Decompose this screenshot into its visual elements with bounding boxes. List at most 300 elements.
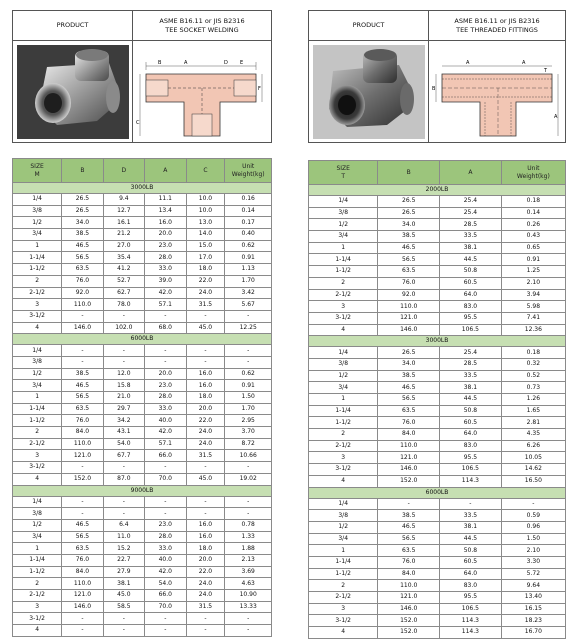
table-cell: 45.0 <box>186 322 225 334</box>
pressure-class-label: 3000LB <box>309 336 566 347</box>
table-cell: 121.0 <box>62 450 103 462</box>
table-cell: 3-1/2 <box>13 462 62 474</box>
dim-b-label: B <box>158 59 162 66</box>
table-row <box>309 219 566 231</box>
table-row <box>13 310 272 322</box>
table-row <box>13 519 272 531</box>
table-cell: 26.5 <box>378 207 440 219</box>
table-row <box>13 299 272 311</box>
product-header <box>12 10 272 143</box>
table-cell: 6.4 <box>103 519 144 531</box>
pressure-class-label: 6000LB <box>309 487 566 498</box>
table-cell: 110.0 <box>62 438 103 450</box>
table-cell: 3-1/2 <box>309 312 378 324</box>
table-cell: 1.70 <box>225 403 272 415</box>
col-b-header: B <box>62 159 103 183</box>
table-row <box>309 440 566 452</box>
table-cell: 0.18 <box>501 196 565 208</box>
table-cell: 152.0 <box>378 475 440 487</box>
table-cell: 16.0 <box>145 217 186 229</box>
table-cell: 114.3 <box>440 475 502 487</box>
product-header <box>308 10 566 143</box>
table-cell: - <box>145 508 186 520</box>
table-cell: 10.05 <box>501 452 565 464</box>
table-cell: 20.0 <box>145 368 186 380</box>
table-row <box>13 601 272 613</box>
table-cell: 1/4 <box>309 347 378 359</box>
table-cell: 1/2 <box>309 521 378 533</box>
table-cell: 14.62 <box>501 464 565 476</box>
table-cell: 20.0 <box>186 403 225 415</box>
table-cell: 1/2 <box>13 519 62 531</box>
table-row <box>13 578 272 590</box>
table-cell: 64.0 <box>440 429 502 441</box>
table-row <box>13 252 272 264</box>
table-cell: 3-1/2 <box>13 613 62 625</box>
table-cell: 2.10 <box>501 277 565 289</box>
table-row <box>309 289 566 301</box>
table-cell: 13.0 <box>186 217 225 229</box>
table-cell: 64.0 <box>440 289 502 301</box>
table-cell: 84.0 <box>378 568 440 580</box>
table-cell: 83.0 <box>440 440 502 452</box>
col-size-header: SIZE T <box>309 161 378 185</box>
table-cell: 76.0 <box>378 277 440 289</box>
table-cell: 114.3 <box>440 615 502 627</box>
table-row <box>13 322 272 334</box>
table-cell: 3/4 <box>13 229 62 241</box>
threaded-tee-drawing-icon <box>432 44 562 140</box>
table-cell: 3/4 <box>309 382 378 394</box>
table-cell: 3-1/2 <box>309 464 378 476</box>
table-cell: 27.0 <box>103 240 144 252</box>
table-cell: 1.13 <box>225 264 272 276</box>
table-cell: 38.1 <box>440 521 502 533</box>
table-cell: 13.4 <box>145 205 186 217</box>
table-row <box>309 301 566 313</box>
table-cell: 1 <box>309 394 378 406</box>
table-cell: 3/4 <box>309 231 378 243</box>
table-cell: 18.23 <box>501 615 565 627</box>
table-cell: - <box>225 345 272 357</box>
table-cell: 38.5 <box>62 229 103 241</box>
table-cell: 54.0 <box>145 578 186 590</box>
table-row <box>309 615 566 627</box>
threaded-tee-panel <box>308 10 566 639</box>
table-cell: - <box>186 345 225 357</box>
table-cell: 38.1 <box>440 242 502 254</box>
table-cell: 63.5 <box>62 264 103 276</box>
table-row <box>309 475 566 487</box>
col-weight-header: Unit Weight(kg) <box>501 161 565 185</box>
table-cell: 1-1/4 <box>13 554 62 566</box>
table-cell: 1 <box>13 543 62 555</box>
table-row <box>309 207 566 219</box>
table-cell: - <box>103 496 144 508</box>
table-cell: 110.0 <box>378 440 440 452</box>
table-cell: 146.0 <box>378 603 440 615</box>
table-cell: 26.5 <box>62 194 103 206</box>
table-row <box>13 415 272 427</box>
table-cell: 16.50 <box>501 475 565 487</box>
table-cell: 3/8 <box>309 358 378 370</box>
table-cell: 4.35 <box>501 429 565 441</box>
table-cell: - <box>103 356 144 368</box>
table-cell: 19.02 <box>225 473 272 485</box>
table-cell: 1.25 <box>501 266 565 278</box>
table-row <box>13 403 272 415</box>
table-cell: 17.0 <box>186 252 225 264</box>
table-cell: 110.0 <box>62 299 103 311</box>
table-cell: 1/2 <box>13 217 62 229</box>
table-cell: 12.7 <box>103 205 144 217</box>
table-cell: 1/2 <box>309 370 378 382</box>
product-photo <box>309 41 428 142</box>
col-b-header: B <box>378 161 440 185</box>
table-cell: - <box>103 613 144 625</box>
table-cell: 110.0 <box>378 301 440 313</box>
table-cell: 50.8 <box>440 266 502 278</box>
table-cell: 42.0 <box>145 427 186 439</box>
table-cell: 11.0 <box>103 531 144 543</box>
table-cell: 95.5 <box>440 452 502 464</box>
table-cell: 15.0 <box>186 240 225 252</box>
table-cell: 46.5 <box>378 242 440 254</box>
table-cell: 15.2 <box>103 543 144 555</box>
table-cell: 62.7 <box>103 287 144 299</box>
table-cell: 9.4 <box>103 194 144 206</box>
product-label: PRODUCT <box>309 11 428 41</box>
table-cell: 0.78 <box>225 519 272 531</box>
table-cell: 3 <box>13 450 62 462</box>
table-cell: 70.0 <box>145 601 186 613</box>
table-cell: 1/4 <box>13 194 62 206</box>
table-cell: 39.0 <box>145 275 186 287</box>
table-cell: 28.5 <box>440 358 502 370</box>
table-cell: 0.14 <box>225 205 272 217</box>
table-cell: 0.96 <box>501 521 565 533</box>
table-cell: 0.43 <box>501 231 565 243</box>
table-cell: 106.5 <box>440 603 502 615</box>
table-cell: 2.81 <box>501 417 565 429</box>
table-row <box>13 356 272 368</box>
table-row <box>309 510 566 522</box>
table-cell: 0.65 <box>501 242 565 254</box>
dim-e-label: E <box>240 59 244 66</box>
dim-c-label: C <box>136 119 140 126</box>
table-row <box>13 217 272 229</box>
table-row <box>309 370 566 382</box>
table-cell: 152.0 <box>378 615 440 627</box>
table-cell: 121.0 <box>62 590 103 602</box>
table-cell: 24.0 <box>186 287 225 299</box>
table-cell: 24.0 <box>186 427 225 439</box>
table-cell: 4 <box>309 475 378 487</box>
col-c-header: C <box>186 159 225 183</box>
table-cell: 3 <box>13 601 62 613</box>
table-row <box>309 603 566 615</box>
table-cell: - <box>62 356 103 368</box>
table-cell: 76.0 <box>62 415 103 427</box>
table-cell: 95.5 <box>440 592 502 604</box>
table-cell: 76.0 <box>62 275 103 287</box>
table-cell: 10.0 <box>186 205 225 217</box>
table-cell: 16.0 <box>186 380 225 392</box>
table-cell: 52.7 <box>103 275 144 287</box>
table-cell: 38.5 <box>378 510 440 522</box>
table-cell: 31.5 <box>186 601 225 613</box>
table-cell: - <box>186 310 225 322</box>
table-cell: 13.40 <box>501 592 565 604</box>
pressure-class-row <box>309 336 566 347</box>
table-cell: - <box>103 345 144 357</box>
table-cell: - <box>186 613 225 625</box>
table-cell: 64.0 <box>440 568 502 580</box>
table-row <box>309 580 566 592</box>
table-cell: 46.5 <box>62 240 103 252</box>
table-cell: 1.88 <box>225 543 272 555</box>
table-cell: 18.0 <box>186 543 225 555</box>
table-cell: 3 <box>309 603 378 615</box>
table-cell: 2-1/2 <box>309 440 378 452</box>
table-cell: - <box>62 613 103 625</box>
table-cell: 21.0 <box>103 392 144 404</box>
table-cell: 42.0 <box>145 287 186 299</box>
table-cell: 57.1 <box>145 438 186 450</box>
table-cell: 0.17 <box>225 217 272 229</box>
table-cell: 3.70 <box>225 427 272 439</box>
table-cell: 152.0 <box>62 473 103 485</box>
table-cell: 2 <box>309 429 378 441</box>
pressure-class-row <box>13 485 272 496</box>
table-cell: 1.33 <box>225 531 272 543</box>
table-row <box>13 345 272 357</box>
table-row <box>13 554 272 566</box>
table-cell: 3/4 <box>309 533 378 545</box>
table-row <box>309 277 566 289</box>
table-cell: 56.5 <box>378 254 440 266</box>
table-cell: 16.0 <box>186 368 225 380</box>
table-row <box>309 312 566 324</box>
table-cell: 84.0 <box>62 427 103 439</box>
table-cell: - <box>62 310 103 322</box>
table-cell: 152.0 <box>378 627 440 639</box>
table-cell: 24.0 <box>186 590 225 602</box>
table-cell: 0.32 <box>501 358 565 370</box>
table-row <box>13 531 272 543</box>
table-cell: - <box>103 310 144 322</box>
table-cell: 46.5 <box>62 519 103 531</box>
table-cell: 87.0 <box>103 473 144 485</box>
table-row <box>13 229 272 241</box>
table-cell: 92.0 <box>62 287 103 299</box>
table-cell: 43.1 <box>103 427 144 439</box>
table-cell: 4 <box>13 625 62 637</box>
pressure-class-row <box>13 183 272 194</box>
table-cell: 56.5 <box>62 392 103 404</box>
table-cell: - <box>225 508 272 520</box>
spec-title: ASME B16.11 or JIS B2316 TEE THREADED FITTINGS <box>429 11 565 41</box>
table-row <box>13 275 272 287</box>
table-cell: 121.0 <box>378 452 440 464</box>
table-cell: 83.0 <box>440 301 502 313</box>
socket-weld-tee-panel <box>12 10 272 637</box>
table-cell: 0.62 <box>225 240 272 252</box>
product-label: PRODUCT <box>13 11 132 41</box>
table-cell: 63.5 <box>378 405 440 417</box>
table-cell: - <box>225 613 272 625</box>
table-cell: 46.5 <box>378 521 440 533</box>
pressure-class-label: 6000LB <box>13 334 272 345</box>
table-cell: - <box>145 625 186 637</box>
col-size-header: SIZE M <box>13 159 62 183</box>
table-row <box>309 266 566 278</box>
table-cell: 68.0 <box>145 322 186 334</box>
table-row <box>13 590 272 602</box>
table-cell: 38.5 <box>378 231 440 243</box>
table-cell: 60.5 <box>440 417 502 429</box>
table-cell: 63.5 <box>378 266 440 278</box>
table-cell: 1/4 <box>13 345 62 357</box>
table-cell: 3-1/2 <box>13 310 62 322</box>
table-cell: 1-1/4 <box>13 403 62 415</box>
table-row <box>309 231 566 243</box>
dim-t-label: T <box>544 67 548 74</box>
dim-a-label: A <box>554 113 558 120</box>
table-row <box>13 240 272 252</box>
table-cell: 12.36 <box>501 324 565 336</box>
table-cell: 25.4 <box>440 196 502 208</box>
pressure-class-label: 9000LB <box>13 485 272 496</box>
table-cell: 110.0 <box>62 578 103 590</box>
product-photo <box>13 41 132 142</box>
table-cell: 0.91 <box>501 254 565 266</box>
table-cell: - <box>62 508 103 520</box>
table-cell: 3/8 <box>309 207 378 219</box>
pressure-class-label: 2000LB <box>309 185 566 196</box>
table-cell: 2-1/2 <box>13 590 62 602</box>
table-cell: - <box>501 498 565 510</box>
table-row <box>13 508 272 520</box>
table-cell: 33.5 <box>440 370 502 382</box>
table-cell: 22.0 <box>186 275 225 287</box>
table-row <box>13 205 272 217</box>
table-cell: 56.5 <box>62 252 103 264</box>
table-cell: 83.0 <box>440 580 502 592</box>
table-cell: 78.0 <box>103 299 144 311</box>
table-cell: - <box>62 496 103 508</box>
table-cell: 76.0 <box>378 556 440 568</box>
table-row <box>309 196 566 208</box>
table-cell: 45.0 <box>186 473 225 485</box>
socket-tee-drawing-icon <box>136 44 268 140</box>
table-cell: 110.0 <box>378 580 440 592</box>
table-cell: 33.0 <box>145 543 186 555</box>
table-cell: 16.0 <box>186 519 225 531</box>
table-row <box>309 417 566 429</box>
table-cell: 16.1 <box>103 217 144 229</box>
table-cell: 1.65 <box>501 405 565 417</box>
table-cell: 84.0 <box>62 566 103 578</box>
table-cell: - <box>186 356 225 368</box>
table-cell: 70.0 <box>145 473 186 485</box>
table-cell: 1.50 <box>225 392 272 404</box>
col-a-header: A <box>145 159 186 183</box>
table-cell: 25.4 <box>440 207 502 219</box>
table-cell: 33.0 <box>145 264 186 276</box>
table-cell: 14.0 <box>186 229 225 241</box>
table-cell: 63.5 <box>62 403 103 415</box>
table-cell: 0.91 <box>225 252 272 264</box>
table-cell: 1-1/4 <box>309 405 378 417</box>
table-row <box>13 462 272 474</box>
table-cell: 102.0 <box>103 322 144 334</box>
table-cell: 15.8 <box>103 380 144 392</box>
table-cell: 3 <box>13 299 62 311</box>
table-cell: 1 <box>309 242 378 254</box>
table-cell: 3/8 <box>309 510 378 522</box>
table-cell: 34.0 <box>378 358 440 370</box>
table-cell: 66.0 <box>145 590 186 602</box>
table-cell: 76.0 <box>62 554 103 566</box>
technical-drawing <box>133 41 271 142</box>
table-cell: 10.90 <box>225 590 272 602</box>
table-cell: 45.0 <box>103 590 144 602</box>
table-cell: 31.5 <box>186 299 225 311</box>
table-cell: 5.72 <box>501 568 565 580</box>
table-cell: 12.0 <box>103 368 144 380</box>
table-cell: 1/2 <box>13 368 62 380</box>
pressure-class-row <box>309 185 566 196</box>
table-cell: 23.0 <box>145 519 186 531</box>
table-cell: 146.0 <box>62 601 103 613</box>
dim-a-label: A <box>184 59 188 66</box>
table-cell: - <box>103 625 144 637</box>
table-cell: - <box>186 508 225 520</box>
table-cell: 1-1/4 <box>13 252 62 264</box>
table-cell: 16.0 <box>186 531 225 543</box>
table-row <box>13 264 272 276</box>
table-cell: - <box>62 345 103 357</box>
table-cell: 26.5 <box>62 205 103 217</box>
table-cell: 28.0 <box>145 392 186 404</box>
table-row <box>13 194 272 206</box>
pressure-class-row <box>13 334 272 345</box>
table-cell: 29.7 <box>103 403 144 415</box>
table-cell: 18.0 <box>186 392 225 404</box>
table-cell: 38.5 <box>378 370 440 382</box>
table-cell: 95.5 <box>440 312 502 324</box>
table-cell: 2 <box>13 275 62 287</box>
table-row <box>13 566 272 578</box>
table-cell: 22.7 <box>103 554 144 566</box>
table-cell: 28.0 <box>145 531 186 543</box>
table-cell: 58.5 <box>103 601 144 613</box>
table-row <box>309 464 566 476</box>
table-cell: 5.98 <box>501 301 565 313</box>
table-cell: 57.1 <box>145 299 186 311</box>
table-cell: 0.62 <box>225 368 272 380</box>
table-cell: - <box>145 310 186 322</box>
table-row <box>309 347 566 359</box>
table-cell: 33.0 <box>145 403 186 415</box>
table-row <box>309 452 566 464</box>
table-cell: 2.13 <box>225 554 272 566</box>
table-cell: 3/8 <box>13 356 62 368</box>
table-row <box>309 429 566 441</box>
table-cell: 1-1/2 <box>309 568 378 580</box>
table-row <box>309 592 566 604</box>
